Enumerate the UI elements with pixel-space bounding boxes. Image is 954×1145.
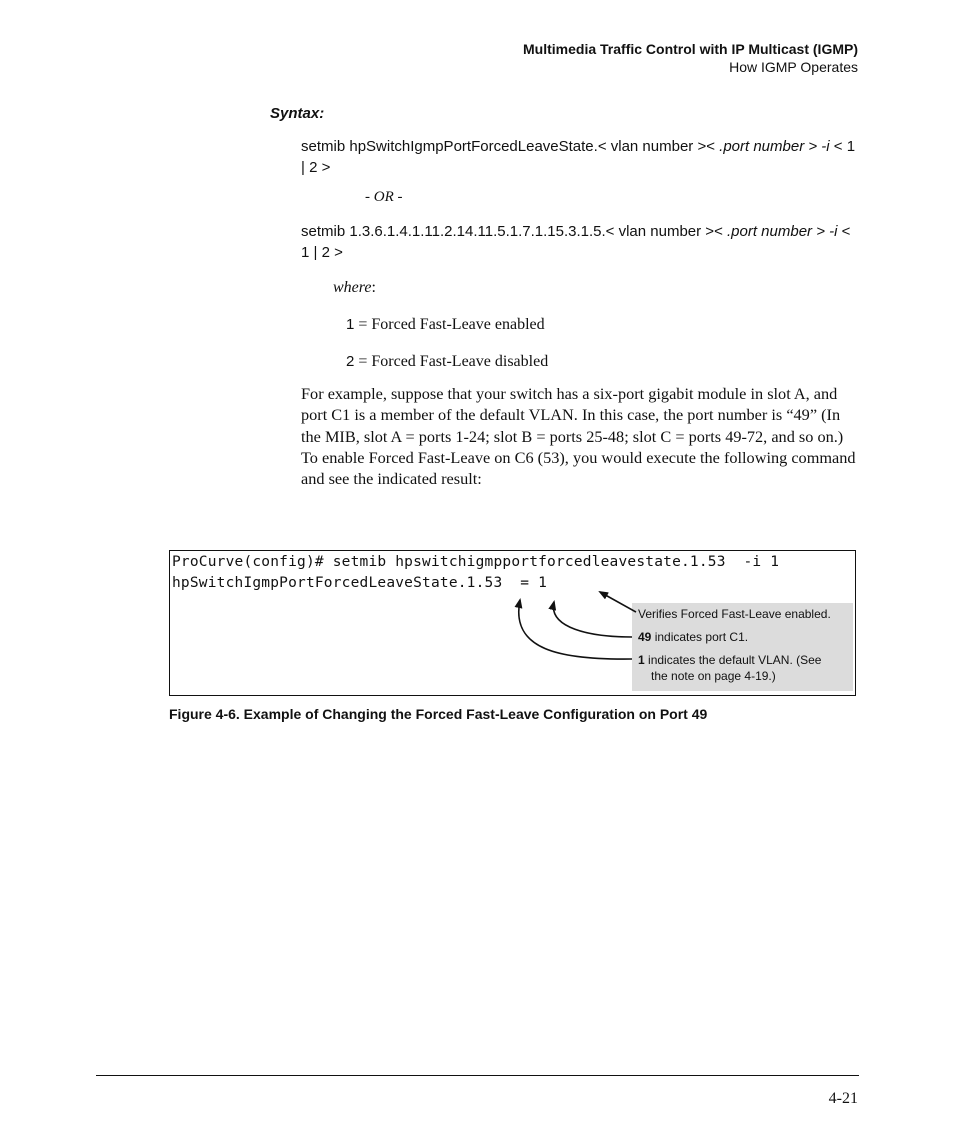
syntax-label: Syntax: xyxy=(270,105,325,122)
figure-caption: Figure 4-6. Example of Changing the Forced Fast-Leave Configuration on Port 49 xyxy=(169,706,708,722)
example-paragraph: For example, suppose that your switch has a six-port gigabit module in slot A, and port C1 is a member of the default VLAN. In this case, the port number is “49” (In the MIB, slot A = ports 1-24; slot B = ports 25-48; slot C = ports 49-72, and so on.) To enable Forced Fast-Leave on C6 (53), you would execute the following command and see the indicated result: xyxy=(301,384,856,489)
footer-rule xyxy=(96,1075,859,1076)
callout-port-text: indicates port C1. xyxy=(651,630,749,644)
option-disabled xyxy=(346,353,548,371)
command-2-port: .port number > -i xyxy=(722,223,838,240)
syntax-command-1 xyxy=(301,136,856,178)
command-1-tail: < 1 | 2 > xyxy=(301,138,856,176)
terminal-result-line: hpSwitchIgmpPortForcedLeaveState.1.53 = 1 xyxy=(172,575,548,591)
option-enabled-number: 1 xyxy=(346,316,355,333)
callout-vlan-number: 1 xyxy=(638,653,645,667)
option-disabled-number: 2 xyxy=(346,353,355,370)
syntax-command-2 xyxy=(301,221,856,263)
running-header-subtitle: How IGMP Operates xyxy=(729,59,858,75)
page-number: 4-21 xyxy=(828,1090,858,1107)
command-1-text: setmib hpSwitchIgmpPortForcedLeaveState.< vlan number >< xyxy=(301,138,715,155)
callout-verifies: Verifies Forced Fast-Leave enabled. xyxy=(638,607,831,621)
command-2-tail: < 1 | 2 > xyxy=(301,223,851,261)
or-separator: - OR - xyxy=(365,189,403,205)
command-2-text: setmib 1.3.6.1.4.1.11.2.14.11.5.1.7.1.15.3.1.5.< vlan number >< xyxy=(301,223,723,240)
where-colon: : xyxy=(371,279,376,296)
callout-vlan xyxy=(638,652,843,684)
callout-port-number: 49 xyxy=(638,630,652,644)
where-label xyxy=(333,279,376,297)
command-1-port: .port number > -i xyxy=(714,138,830,155)
callout-vlan-note: the note on page 4-19.) xyxy=(651,669,776,683)
terminal-command-line: ProCurve(config)# setmib hpswitchigmpportforcedleavestate.1.53 -i 1 xyxy=(172,554,780,570)
option-enabled-text: = Forced Fast-Leave enabled xyxy=(354,316,545,333)
callout-vlan-text: indicates the default VLAN. (See xyxy=(644,653,822,667)
running-header-title: Multimedia Traffic Control with IP Multicast (IGMP) xyxy=(523,41,858,57)
callout-port xyxy=(638,629,748,645)
option-disabled-text: = Forced Fast-Leave disabled xyxy=(354,353,549,370)
option-enabled xyxy=(346,316,545,334)
where-word: where xyxy=(333,279,372,296)
